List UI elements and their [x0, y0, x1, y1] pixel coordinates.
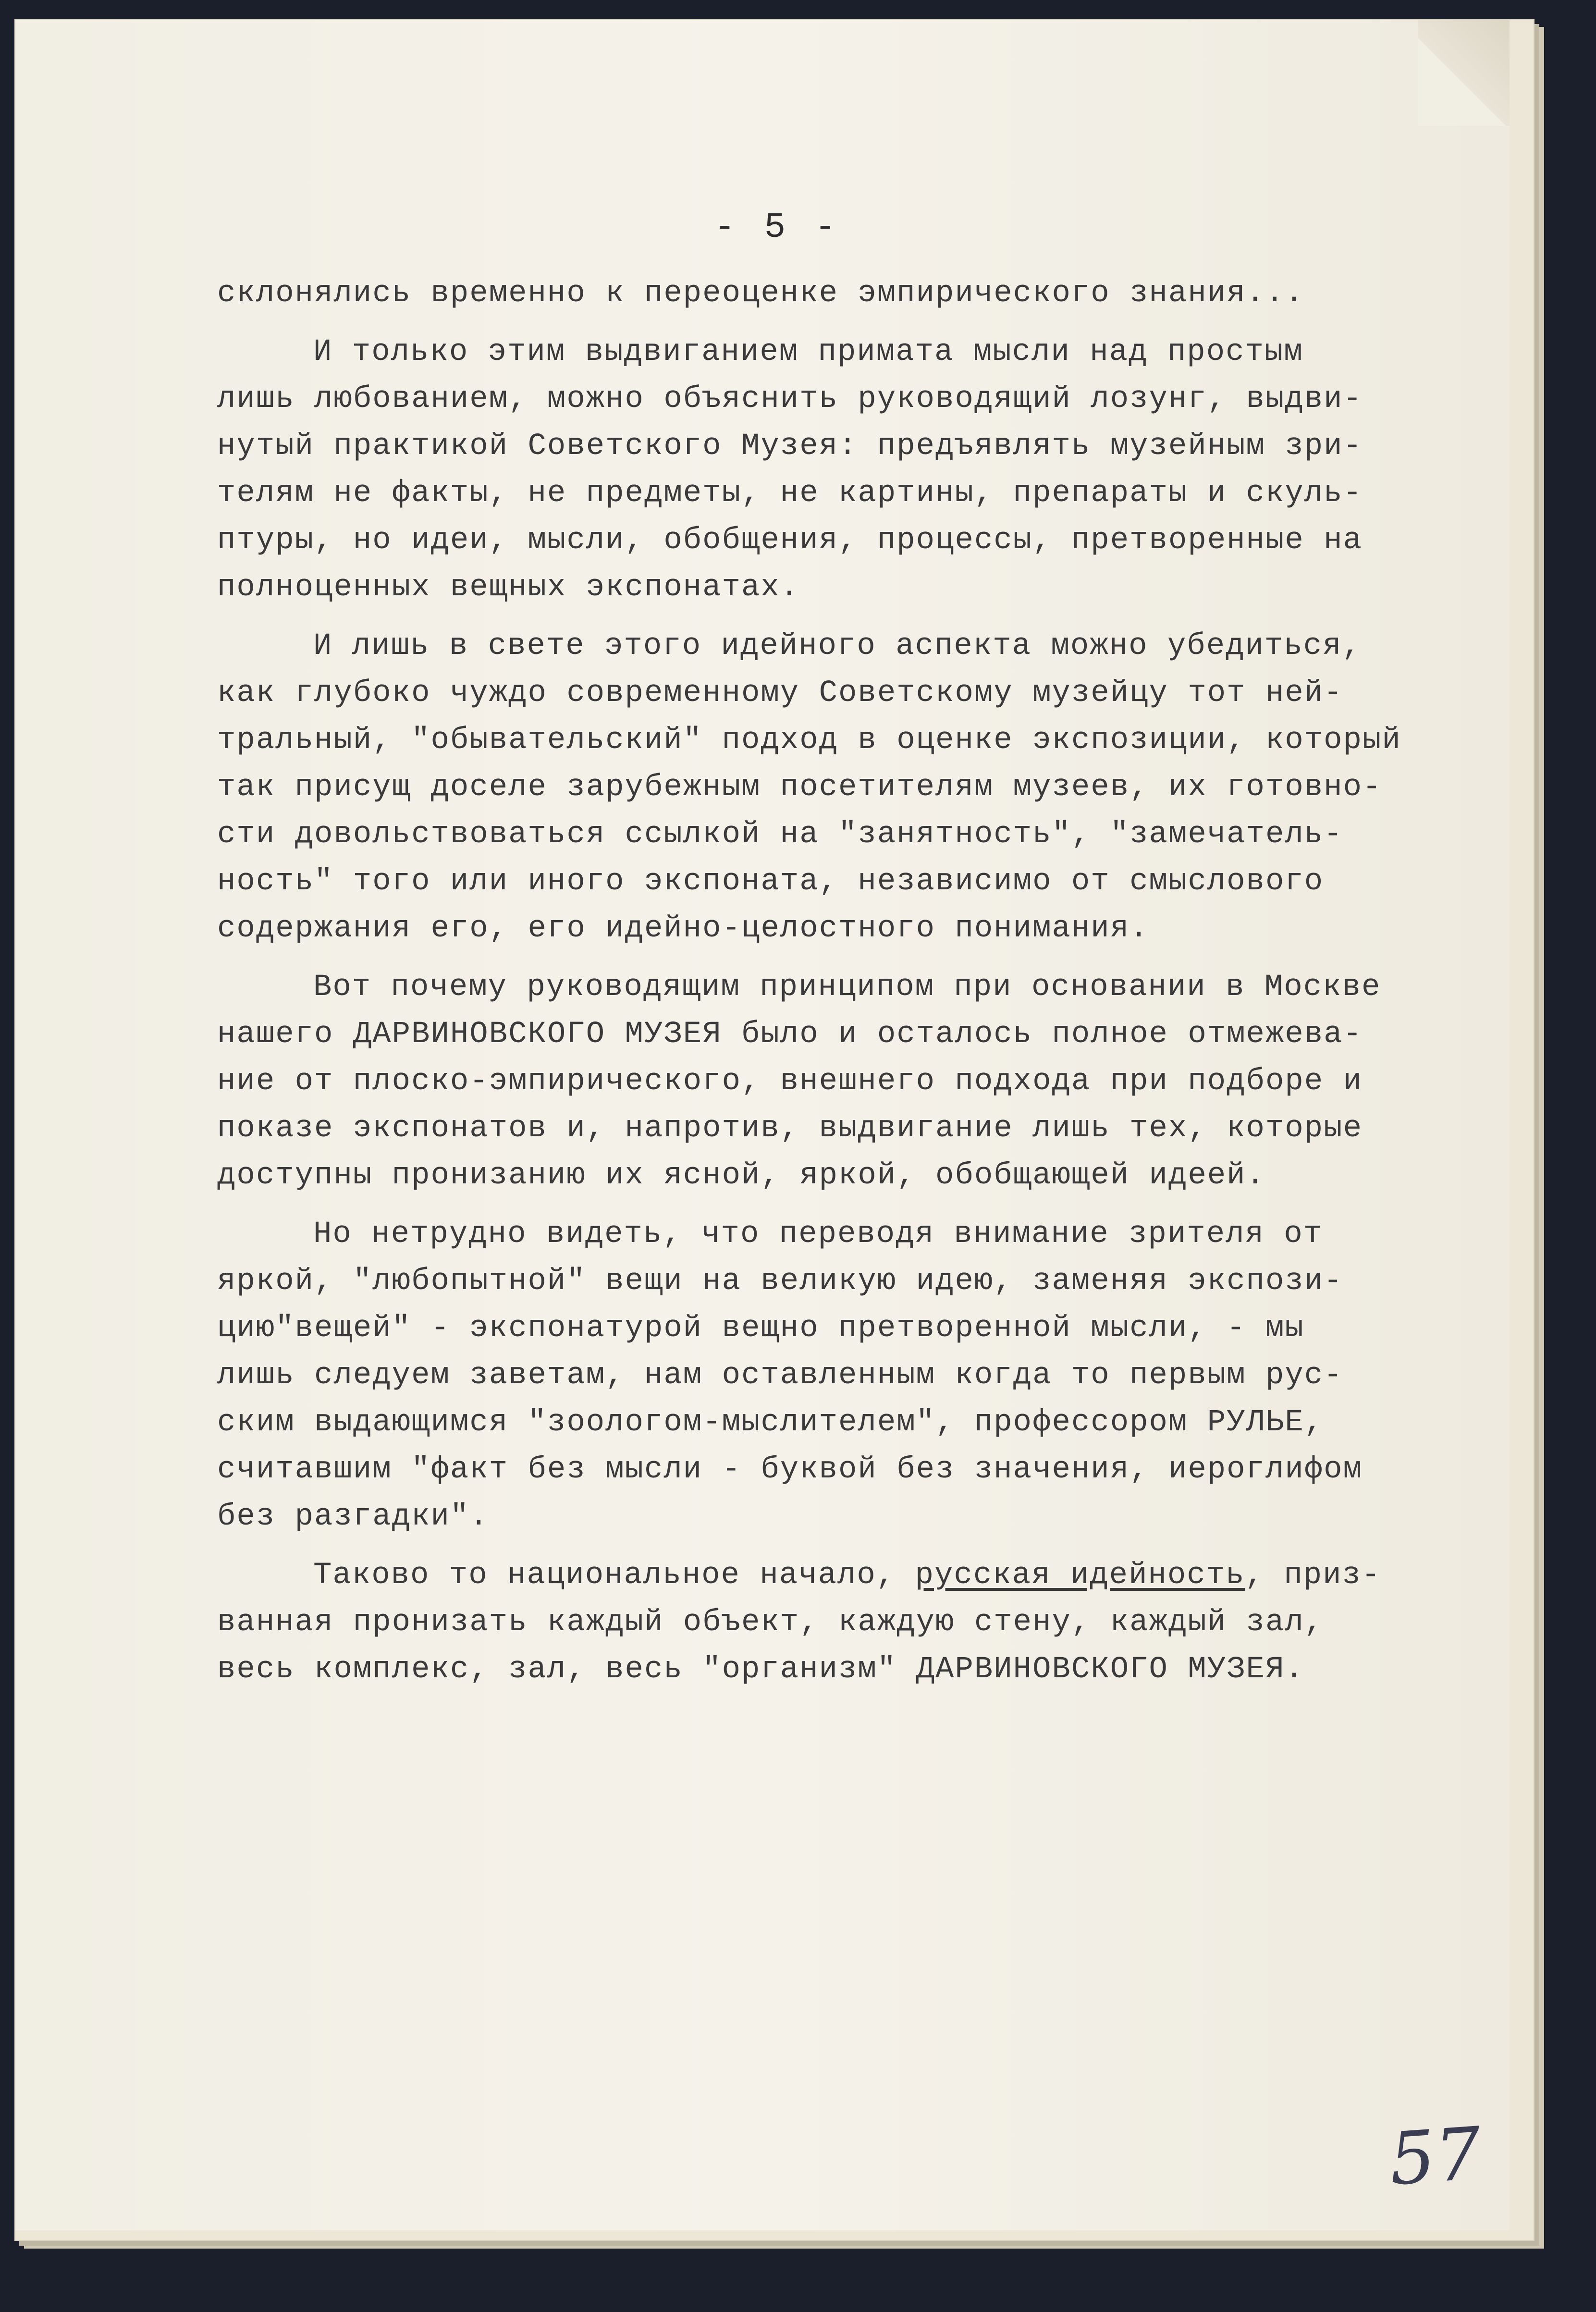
paragraph-1: [217, 270, 1514, 317]
text-segment: , приз-: [1245, 1558, 1381, 1593]
text-line: без разгадки".: [217, 1500, 489, 1534]
text-line: ность" того или иного экспоната, независимо от смыслового: [217, 864, 1324, 899]
text-line: доступны пронизанию их ясной, яркой, обобщающей идеей.: [217, 1158, 1265, 1193]
text-line: как глубоко чуждо современному Советскому музейцу тот ней-: [217, 676, 1343, 711]
text-line: цию"вещей" - экспонатурой вещно претворенной мысли, - мы: [217, 1311, 1304, 1346]
text-line: весь комплекс, зал, весь "организм" ДАРВИНОВСКОГО МУЗЕЯ.: [217, 1652, 1304, 1687]
paragraph-5: [217, 1211, 1514, 1540]
text-line: нутый практикой Советского Музея: предъявлять музейным зри-: [217, 429, 1363, 464]
text-line: ние от плоско-эмпирического, внешнего подхода при подборе и: [217, 1064, 1363, 1099]
text-line: склонялись временно к переоценке эмпирического знания...: [217, 276, 1304, 311]
text-line: так присущ доселе зарубежным посетителям музеев, их готовно-: [217, 770, 1382, 805]
text-line: телям не факты, не предметы, не картины, препараты и скуль-: [217, 476, 1363, 511]
text-line: Но нетрудно видеть, что переводя внимание зрителя от: [313, 1217, 1323, 1252]
text-line: показе экспонатов и, напротив, выдвигание лишь тех, которые: [217, 1111, 1363, 1146]
text-line: полноценных вещных экспонатах.: [217, 570, 800, 605]
text-line: Вот почему руководящим принципом при основании в Москве: [313, 970, 1381, 1005]
text-line: И лишь в свете этого идейного аспекта можно убедиться,: [313, 629, 1362, 664]
text-line: ванная пронизать каждый объект, каждую стену, каждый зал,: [217, 1605, 1324, 1640]
text-line: И только этим выдвиганием примата мысли над простым: [313, 335, 1303, 369]
document-page-stack: [14, 19, 1535, 2241]
text-line: содержания его, его идейно-целостного понимания.: [217, 911, 1149, 946]
text-segment: Таково то национальное начало,: [313, 1558, 915, 1593]
text-line: яркой, "любопытной" вещи на великую идею, заменяя экспози-: [217, 1264, 1343, 1299]
text-line: нашего ДАРВИНОВСКОГО МУЗЕЯ было и осталось полное отмежева-: [217, 1017, 1363, 1052]
paragraph-3: [217, 623, 1514, 952]
paragraph-6: [217, 1552, 1514, 1693]
underlined-phrase: русская идейность: [915, 1558, 1245, 1593]
body-text: [217, 270, 1514, 1705]
page-number: - 5 -: [713, 208, 840, 248]
text-line: птуры, но идеи, мысли, обобщения, процессы, претворенные на: [217, 523, 1363, 558]
page-corner-fold: [1418, 20, 1510, 126]
paragraph-4: [217, 964, 1514, 1199]
text-line: сти довольствоваться ссылкой на "занятность", "замечатель-: [217, 817, 1343, 852]
text-line: [217, 1552, 1514, 1599]
archive-folio-number: 57: [1387, 2112, 1484, 2202]
text-line: ским выдающимся "зоологом-мыслителем", профессором РУЛЬЕ,: [217, 1405, 1324, 1440]
text-line: тральный, "обывательский" подход в оценке экспозиции, который: [217, 723, 1401, 758]
paragraph-2: [217, 329, 1514, 611]
text-line: лишь любованием, можно объяснить руководящий лозунг, выдви-: [217, 382, 1363, 417]
text-line: лишь следуем заветам, нам оставленным когда то первым рус-: [217, 1358, 1343, 1393]
text-line: считавшим "факт без мысли - буквой без значения, иероглифом: [217, 1452, 1363, 1487]
typewritten-page: [15, 20, 1510, 2230]
